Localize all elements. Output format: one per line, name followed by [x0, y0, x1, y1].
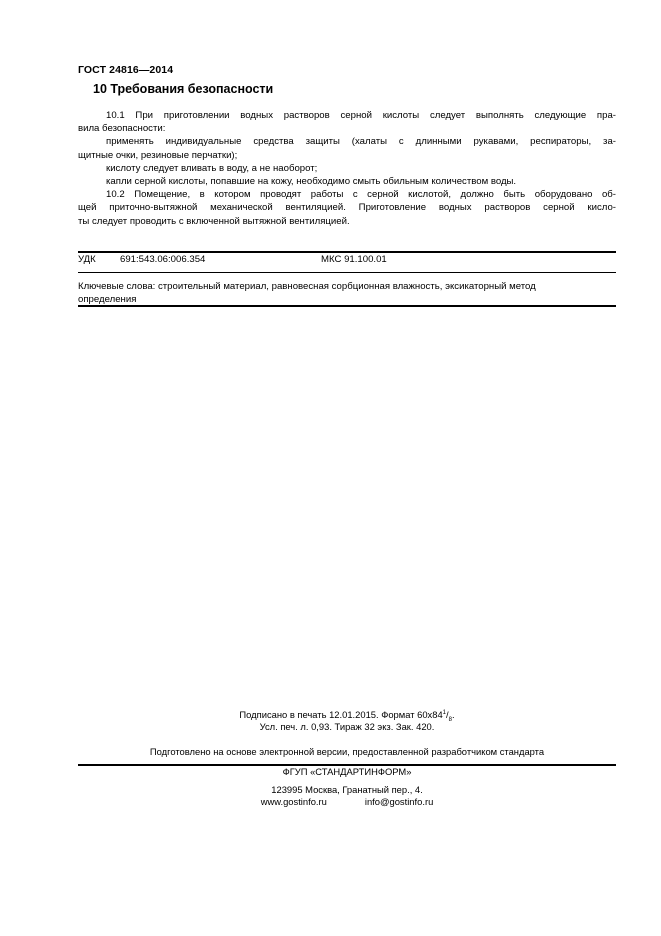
publisher-name: ФГУП «СТАНДАРТИНФОРМ» — [282, 766, 412, 777]
address-line: 123995 Москва, Гранатный пер., 4. — [271, 784, 423, 795]
section-title: 10 Требования безопасности — [93, 82, 274, 96]
website-link[interactable]: www.gostinfo.ru — [260, 796, 327, 807]
web-row — [78, 796, 616, 808]
paragraph-line: щитные очки, резиновые перчатки); — [78, 149, 238, 161]
paragraph-line: 10.2 Помещение, в котором проводят работы с серной кислотой, должно быть оборудовано об- — [106, 189, 616, 201]
print-info: Усл. печ. л. 0,93. Тираж 32 экз. Зак. 420. — [259, 721, 435, 732]
format-sup: 1 — [442, 709, 447, 716]
keywords-block — [78, 280, 616, 306]
contacts-block — [78, 784, 616, 808]
keywords-line: Ключевые слова: строительный материал, равновесная сорбционная влажность, эксикаторный метод — [78, 281, 536, 292]
imprint-block — [78, 709, 616, 733]
mks-code: МКС 91.100.01 — [321, 254, 387, 265]
classification-row — [78, 254, 616, 267]
prepared-note — [78, 746, 616, 758]
section-body — [78, 109, 616, 228]
prepared-line: Подготовлено на основе электронной версии, предоставленной разработчиком стандарта — [149, 746, 545, 757]
udk-value: 691:543.06:006.354 — [120, 254, 206, 265]
udk-label: УДК — [78, 254, 96, 265]
paragraph-line: ты следует проводить с включенной вытяжной вентиляцией. — [78, 215, 350, 227]
udk-top-rule — [78, 251, 616, 253]
paragraph-line: вила безопасности: — [78, 123, 166, 135]
paragraph-line: щей приточно-вытяжной механической вентиляцией. Приготовление водных растворов серной кисло- — [78, 202, 616, 214]
paragraph-line: капли серной кислоты, попавшие на кожу, необходимо смыть обильным количеством воды. — [106, 175, 517, 187]
paragraph-line: применять индивидуальные средства защиты (халаты с длинными рукавами, респираторы, за- — [106, 136, 616, 148]
udk-bottom-rule — [78, 272, 616, 273]
signed-line: Подписано в печать 12.01.2015. Формат $60x84^1/_8$. — [239, 709, 455, 723]
email-link[interactable]: info@gostinfo.ru — [364, 796, 434, 807]
keywords-bottom-rule — [78, 305, 616, 307]
format-end: . — [451, 709, 455, 720]
keywords-line: определения — [78, 294, 137, 306]
publisher-block — [78, 766, 616, 778]
paragraph-line: кислоту следует вливать в воду, а не наоборот; — [106, 162, 318, 174]
format-sub: 8 — [448, 716, 452, 723]
paragraph-line: 10.1 При приготовлении водных растворов серной кислоты следует выполнять следующие пра- — [106, 110, 616, 121]
signed-text: Подписано в печать 12.01.2015. Формат 60x84 — [239, 709, 443, 720]
document-code: ГОСТ 24816—2014 — [78, 64, 174, 76]
